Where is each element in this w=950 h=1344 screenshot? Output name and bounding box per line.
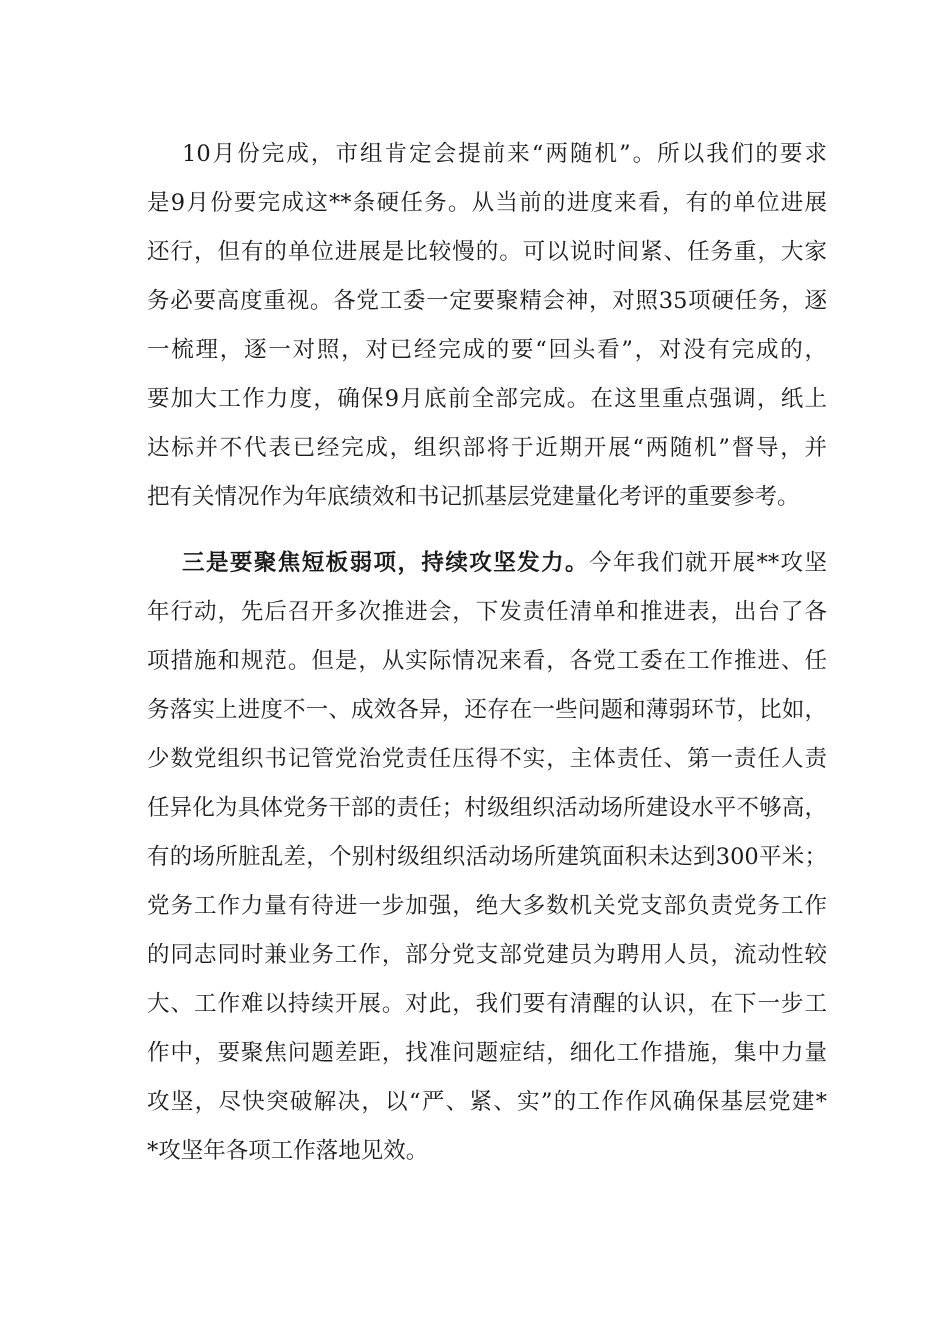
paragraph-1-line-3: 还行，但有的单位进展是比较慢的。可以说时间紧、任务重，大家: [147, 239, 827, 265]
paragraph-1-line-6: 要加大工作力度，确保9月底前全部完成。在这里重点强调，纸上: [147, 386, 827, 412]
paragraph-1-line-1: 10月份完成，市组肯定会提前来“两随机”。所以我们的要求: [182, 141, 827, 167]
paragraph-2-line-11: 作中，要聚焦问题差距，找准问题症结，细化工作措施，集中力量: [147, 1040, 827, 1066]
paragraph-2-line-1-rest: 今年我们就开展**攻坚: [589, 550, 827, 576]
paragraph-2-line-8: 党务工作力量有待进一步加强，绝大多数机关党支部负责党务工作: [147, 893, 827, 919]
paragraph-2-line-7: 有的场所脏乱差，个别村级组织活动场所建筑面积未达到300平米；: [147, 844, 827, 870]
paragraph-1-line-8: 把有关情况作为年底绩效和书记抓基层党建量化考评的重要参考。: [147, 484, 800, 510]
paragraph-2-line-2: 年行动，先后召开多次推进会，下发责任清单和推进表，出台了各: [147, 599, 827, 625]
paragraph-2-heading: 三是要聚焦短板弱项，持续攻坚发力。: [182, 550, 589, 576]
paragraph-1-line-5: 一梳理，逐一对照，对已经完成的要“回头看”，对没有完成的，: [147, 337, 827, 363]
paragraph-2-line-5: 少数党组织书记管党治党责任压得不实，主体责任、第一责任人责: [147, 746, 827, 772]
paragraph-1-line-7: 达标并不代表已经完成，组织部将于近期开展“两随机”督导，并: [147, 435, 827, 461]
paragraph-2-line-9: 的同志同时兼业务工作，部分党支部党建员为聘用人员，流动性较: [147, 942, 827, 968]
paragraph-1-line-4: 务必要高度重视。各党工委一定要聚精会神，对照35项硬任务，逐: [147, 288, 827, 314]
paragraph-2-line-3: 项措施和规范。但是，从实际情况来看，各党工委在工作推进、任: [147, 648, 827, 674]
paragraph-2-line-13: *攻坚年各项工作落地见效。: [147, 1138, 429, 1164]
paragraph-1-line-2: 是9月份要完成这**条硬任务。从当前的进度来看，有的单位进展: [147, 190, 827, 216]
paragraph-2-line-4: 务落实上进度不一、成效各异，还存在一些问题和薄弱环节，比如，: [147, 697, 827, 723]
paragraph-2-line-10: 大、工作难以持续开展。对此，我们要有清醒的认识，在下一步工: [147, 991, 827, 1017]
paragraph-2-line-1: [182, 542, 827, 584]
paragraph-2-line-6: 任异化为具体党务干部的责任；村级组织活动场所建设水平不够高，: [147, 795, 827, 821]
paragraph-2-line-12: 攻坚，尽快突破解决，以“严、紧、实”的工作作风确保基层党建*: [147, 1089, 827, 1115]
